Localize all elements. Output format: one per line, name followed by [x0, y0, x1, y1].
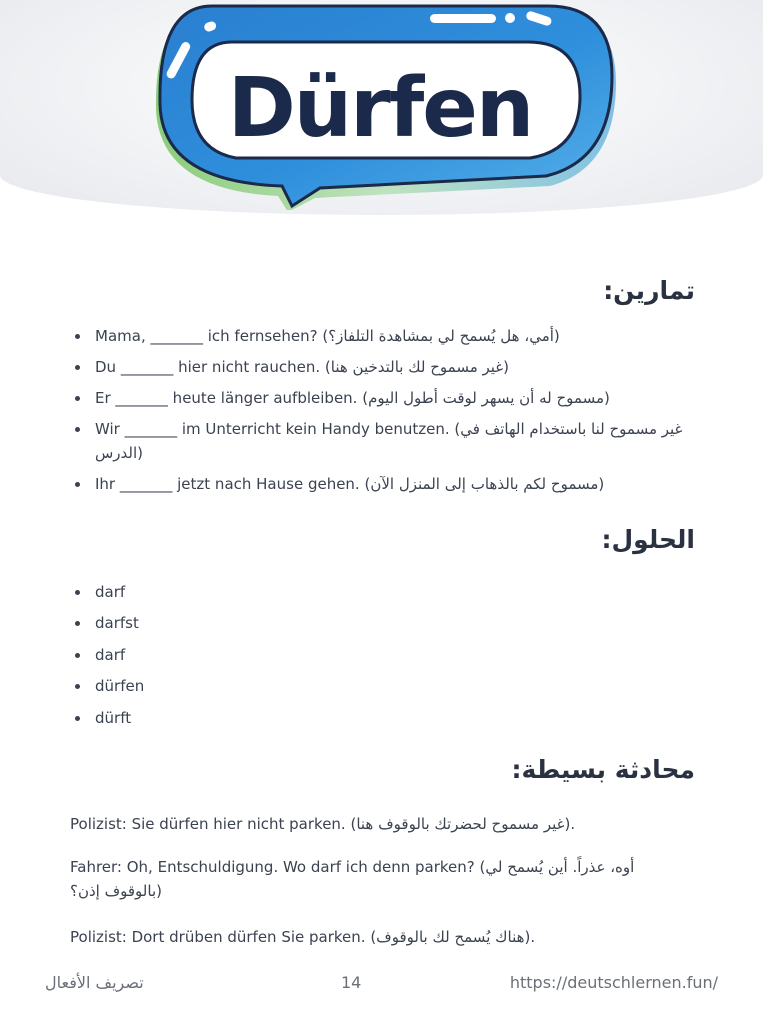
exercises-list	[62, 324, 702, 503]
footer-section-label: تصريف الأفعال	[45, 973, 144, 992]
solutions-heading: الحلول:	[601, 525, 695, 554]
exercise-item: Er _______ heute länger aufbleiben. (مسموح له أن يسهر لوقت أطول اليوم)	[62, 386, 702, 410]
solution-item: darf	[62, 643, 702, 667]
solution-item: dürft	[62, 706, 702, 730]
logo-title: Dürfen	[227, 61, 533, 156]
exercise-item: Mama, _______ ich fernsehen? (أمي، هل يُسمح لي بمشاهدة التلفاز؟)	[62, 324, 702, 348]
exercise-item: Ihr _______ jetzt nach Hause gehen. (مسموح لكم بالذهاب إلى المنزل الآن)	[62, 472, 702, 496]
solution-item: darf	[62, 580, 702, 604]
dialog-line: Polizist: Dort drüben dürfen Sie parken. (هناك يُسمح لك بالوقوف).	[70, 928, 536, 946]
solutions-list	[62, 580, 702, 737]
solution-item: dürfen	[62, 674, 702, 698]
exercises-heading: تمارين:	[603, 276, 695, 305]
exercise-item: Wir _______ im Unterricht kein Handy benutzen. (غير مسموح لنا باستخدام الهاتف في الدرس)	[62, 417, 702, 465]
footer-url-link[interactable]: https://deutschlernen.fun/	[509, 973, 718, 992]
page-number: 14	[341, 973, 362, 992]
solution-item: darfst	[62, 611, 702, 635]
conversation-heading: محادثة بسيطة:	[511, 755, 695, 784]
dialog-line: Fahrer: Oh, Entschuldigung. Wo darf ich denn parken? (أوه، عذراً. أين يُسمح لي بالوقوف إذن؟)	[70, 858, 635, 900]
page-header	[0, 0, 763, 215]
exercise-item: Du _______ hier nicht rauchen. (غير مسموح لك بالتدخين هنا)	[62, 355, 702, 379]
dialog-line: Polizist: Sie dürfen hier nicht parken. (غير مسموح لحضرتك بالوقوف هنا).	[70, 815, 576, 833]
